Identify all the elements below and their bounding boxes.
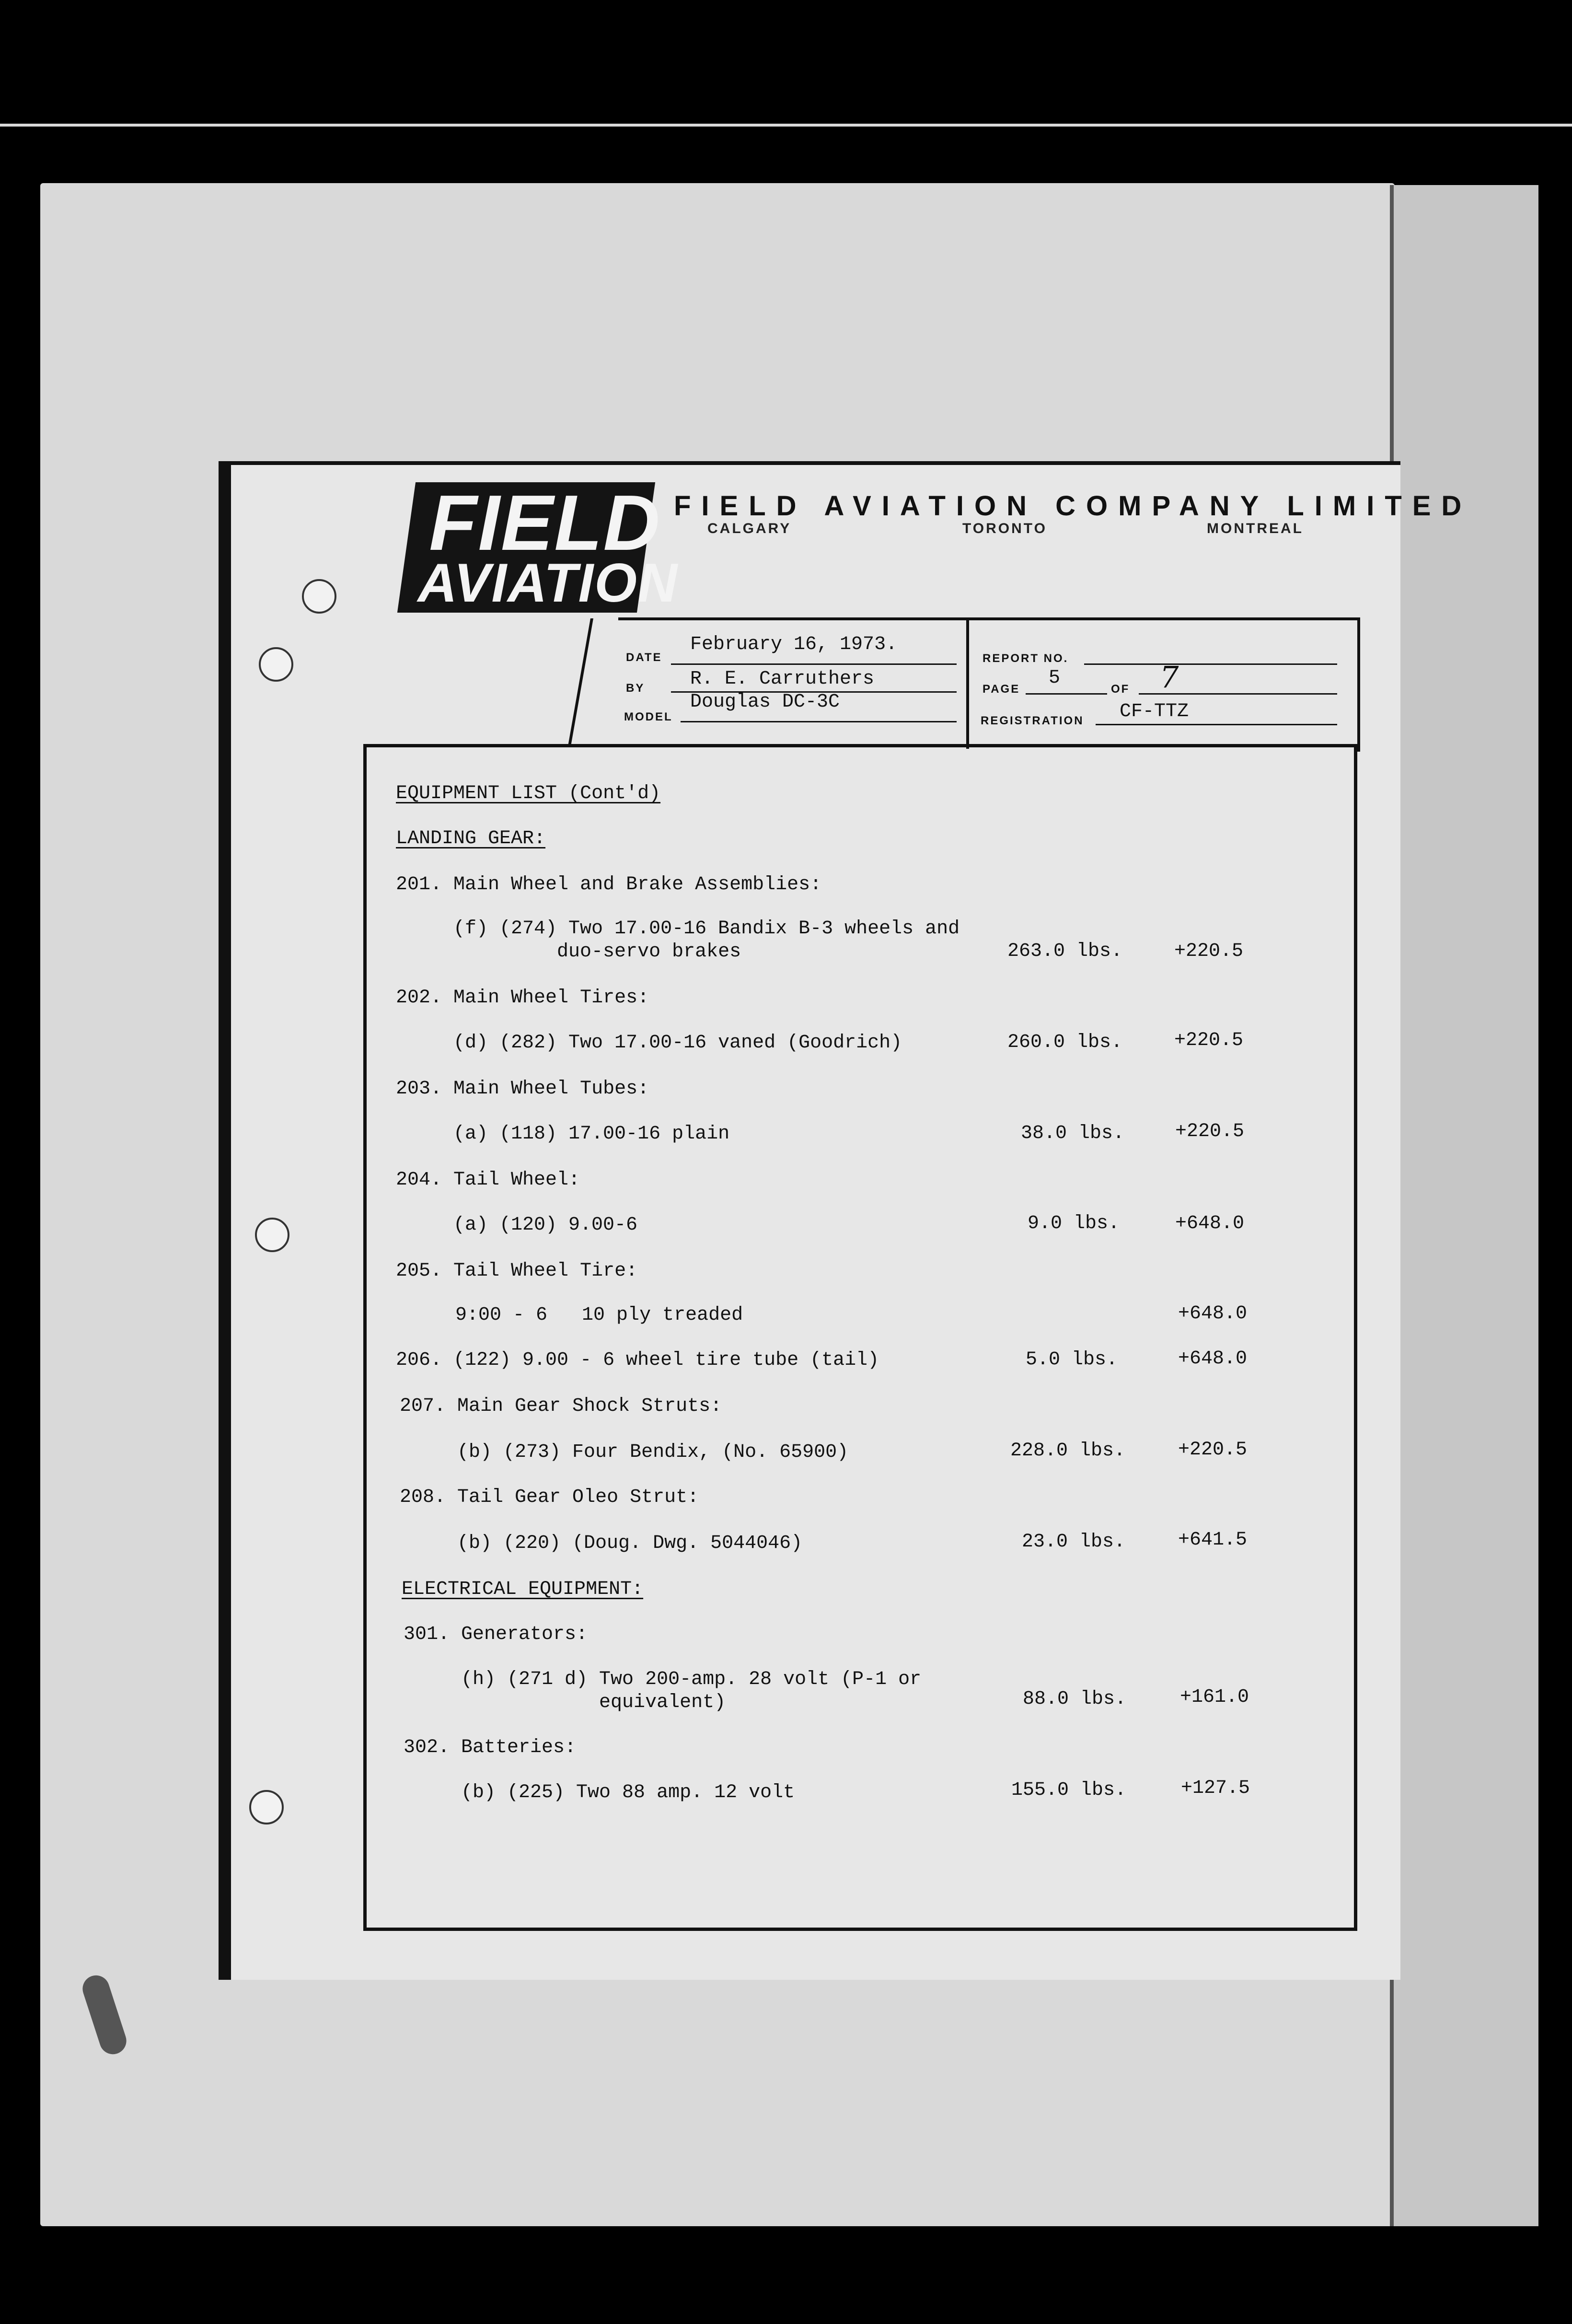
item-arm: +220.5 bbox=[1174, 941, 1244, 962]
by-label: BY bbox=[626, 682, 645, 695]
item-desc: (a) (118) 17.00-16 plain bbox=[453, 1123, 730, 1145]
section-title: LANDING GEAR: bbox=[396, 828, 546, 849]
company-name: FIELD AVIATION COMPANY LIMITED bbox=[674, 490, 1472, 522]
item-weight: 88.0 lbs. bbox=[1023, 1688, 1127, 1710]
entry-label: 201. Main Wheel and Brake Assemblies: bbox=[396, 874, 822, 895]
registration-line bbox=[1096, 724, 1337, 725]
item-weight: 155.0 lbs. bbox=[1011, 1779, 1127, 1801]
item-desc: (b) (273) Four Bendix, (No. 65900) bbox=[457, 1441, 849, 1463]
item-arm: +220.5 bbox=[1174, 1030, 1244, 1051]
registration-value: CF-TTZ bbox=[1120, 701, 1189, 722]
list-heading: EQUIPMENT LIST (Cont'd) bbox=[396, 783, 661, 804]
date-line bbox=[671, 663, 957, 665]
item-weight: 228.0 lbs. bbox=[1010, 1440, 1126, 1462]
report-no-label: REPORT NO. bbox=[982, 652, 1069, 665]
model-label: MODEL bbox=[624, 710, 673, 723]
item-arm: +648.0 bbox=[1178, 1348, 1248, 1370]
item-desc: (h) (271 d) Two 200-amp. 28 volt (P-1 or bbox=[461, 1669, 922, 1690]
item-weight: 5.0 lbs. bbox=[1026, 1349, 1118, 1371]
item-desc: (b) (220) (Doug. Dwg. 5044046) bbox=[457, 1533, 803, 1554]
date-label: DATE bbox=[626, 651, 662, 664]
item-arm: +648.0 bbox=[1175, 1213, 1245, 1234]
report-no-line bbox=[1084, 663, 1337, 665]
header-divider bbox=[966, 619, 969, 749]
film-frame-rule bbox=[0, 124, 1572, 127]
entry-label: 204. Tail Wheel: bbox=[396, 1169, 580, 1191]
entry-label: 202. Main Wheel Tires: bbox=[396, 987, 649, 1009]
logo-line1: FIELD bbox=[429, 479, 661, 567]
city-calgary: CALGARY bbox=[707, 521, 792, 536]
section-title: ELECTRICAL EQUIPMENT: bbox=[402, 1579, 644, 1600]
entry-label: 208. Tail Gear Oleo Strut: bbox=[400, 1487, 699, 1508]
date-value: February 16, 1973. bbox=[690, 634, 898, 655]
item-desc: (a) (120) 9.00-6 bbox=[453, 1214, 638, 1236]
entry-label: 205. Tail Wheel Tire: bbox=[396, 1260, 638, 1282]
punch-hole bbox=[255, 1218, 289, 1252]
logo-line2: AVIATION bbox=[417, 553, 679, 614]
page-value: 5 bbox=[1049, 667, 1061, 689]
item-desc: duo-servo brakes bbox=[453, 941, 741, 963]
item-arm: +641.5 bbox=[1178, 1529, 1248, 1551]
punch-hole bbox=[259, 647, 293, 682]
city-toronto: TORONTO bbox=[962, 521, 1047, 536]
item-desc: 9:00 - 6 10 ply treaded bbox=[455, 1304, 743, 1326]
by-value: R. E. Carruthers bbox=[690, 668, 875, 690]
item-desc: (d) (282) Two 17.00-16 vaned (Goodrich) bbox=[453, 1032, 902, 1054]
page-label: PAGE bbox=[982, 683, 1020, 696]
field-aviation-logo bbox=[397, 479, 679, 614]
punch-hole bbox=[249, 1790, 284, 1824]
item-arm: +161.0 bbox=[1180, 1686, 1249, 1708]
item-weight: 38.0 lbs. bbox=[1021, 1123, 1125, 1144]
item-arm: +220.5 bbox=[1175, 1121, 1245, 1142]
entry-label: 301. Generators: bbox=[404, 1624, 588, 1645]
entry-label: 203. Main Wheel Tubes: bbox=[396, 1078, 649, 1100]
model-line bbox=[681, 721, 957, 722]
item-desc: (b) (225) Two 88 amp. 12 volt bbox=[461, 1782, 795, 1803]
item-weight: 263.0 lbs. bbox=[1007, 941, 1123, 962]
entry-label: 302. Batteries: bbox=[404, 1737, 577, 1758]
model-value: Douglas DC-3C bbox=[690, 691, 840, 713]
punch-hole bbox=[302, 579, 336, 614]
page-line bbox=[1026, 693, 1107, 695]
item-arm: +648.0 bbox=[1178, 1303, 1248, 1325]
city-montreal: MONTREAL bbox=[1207, 521, 1304, 536]
item-desc: equivalent) bbox=[461, 1692, 726, 1713]
item-weight: 9.0 lbs. bbox=[1028, 1213, 1120, 1234]
entry-label: 206. (122) 9.00 - 6 wheel tire tube (tail) bbox=[396, 1349, 879, 1371]
entry-label: 207. Main Gear Shock Struts: bbox=[400, 1395, 722, 1417]
item-weight: 23.0 lbs. bbox=[1022, 1531, 1126, 1553]
of-value: 7 bbox=[1160, 660, 1179, 695]
item-arm: +127.5 bbox=[1181, 1778, 1250, 1799]
item-arm: +220.5 bbox=[1178, 1439, 1248, 1461]
registration-label: REGISTRATION bbox=[981, 714, 1084, 727]
of-label: OF bbox=[1111, 683, 1130, 696]
item-desc: (f) (274) Two 17.00-16 Bandix B-3 wheels and bbox=[453, 918, 960, 940]
item-weight: 260.0 lbs. bbox=[1007, 1032, 1123, 1053]
